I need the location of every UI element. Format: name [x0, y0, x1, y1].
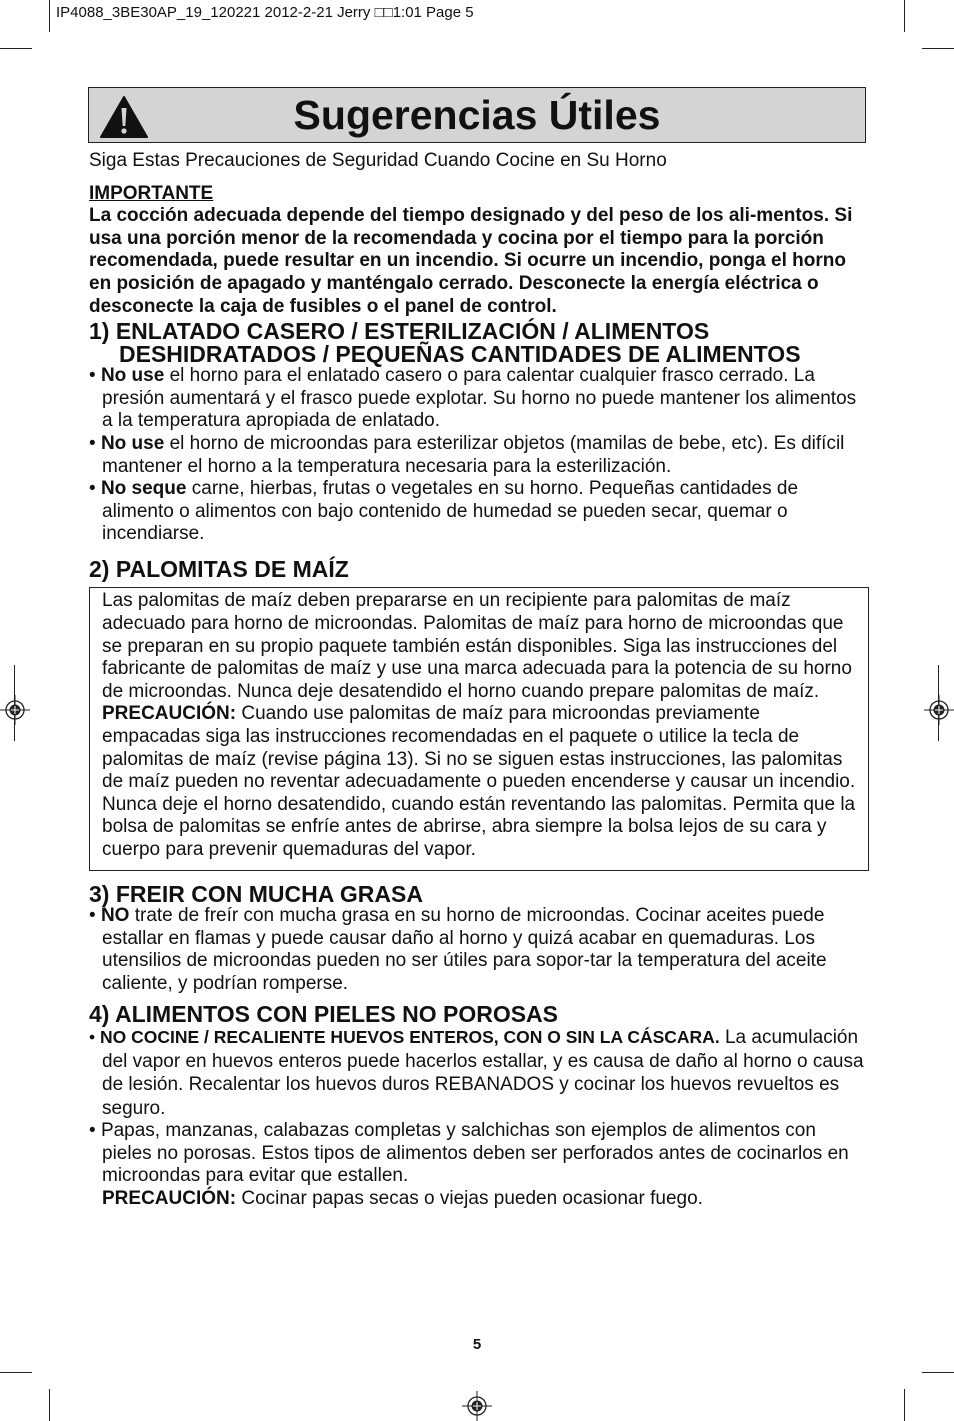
crop-mark-tr-v: [904, 0, 905, 32]
section-4-heading: 4) ALIMENTOS CON PIELES NO POROSAS: [89, 1001, 559, 1028]
list-item: • No use el horno de microondas para esterilizar objetos (mamilas de bebe, etc). Es difícil mantener el horno a la temperatura necesaria para la esterilización.: [89, 432, 845, 477]
section-1-list: [89, 365, 869, 546]
crop-mark-br-v: [904, 1389, 905, 1421]
section-3-heading: 3) FREIR CON MUCHA GRASA: [89, 880, 423, 907]
important-label: IMPORTANTE: [89, 182, 214, 204]
popcorn-paragraph-1: Las palomitas de maíz deben prepararse en un recipiente para palomitas de maíz adecuado para horno de microondas. Palomitas de maíz para horno de microondas que se preparan en su propio paquete también están disponibles. Siga las instrucciones del fabricante de palomitas de maíz y use una marca adecuada para la potencia de su horno de microondas. Nunca deje desatendido el horno cuando prepare palomitas de maíz.: [102, 590, 852, 702]
page-number: 5: [472, 1336, 482, 1353]
list-item: • Papas, manzanas, calabazas completas y salchichas son ejemplos de alimentos con pieles no porosas. Estos tipos de alimentos deben ser perforados antes de cocinarlos en microondas para evitar que estallen. PRECAUCIÓN: Cocinar papas secas o viejas pueden ocasionar fuego.: [89, 1120, 849, 1210]
subtitle: Siga Estas Precauciones de Seguridad Cuando Cocine en Su Horno: [89, 150, 667, 171]
section-2-heading: 2) PALOMITAS DE MAÍZ: [89, 555, 349, 582]
bullet-text: el horno para el enlatado casero o para calentar cualquier frasco cerrado. La presión aumentará y el frasco puede explotar. Su horno no puede mantener los alimentos a la temperatura apropiada de enlatado.: [102, 365, 857, 432]
caution-text: Cuando use palomitas de maíz para microondas previamente empacadas siga las instrucciones recomendadas en el paquete o utilice la tecla de palomitas de maíz (revise página 13). Si no se siguen estas instrucciones, las palomitas de maíz pueden no reventar adecuadamente o pueden encenderse y causar un incendio.: [102, 703, 856, 793]
popcorn-notice-box: [89, 587, 869, 870]
bullet-text: Papas, manzanas, calabazas completas y salchichas son ejemplos de alimentos con pieles no porosas. Estos tipos de alimentos deben ser perforados antes de cocinarlos en microondas para evitar que estallen.: [100, 1120, 849, 1187]
bullet-text: trate de freír con mucha grasa en su horno de microondas. Cocinar aceites puede estallar en flamas y puede causar daño al horno y quizá acabar en quemaduras. Los utensilios de microondas pueden no ser útiles para sopor-tar la temperatura del aceite caliente, y podrían romperse.: [102, 905, 827, 994]
crop-mark-bl-h: [0, 1372, 32, 1373]
page-content: [89, 150, 869, 1211]
list-item: • NO trate de freír con mucha grasa en su horno de microondas. Cocinar aceites puede estallar en flamas y puede causar daño al horno y quizá acabar en quemaduras. Los utensilios de microondas pueden no ser útiles para sopor-tar la temperatura del aceite caliente, y podrían romperse.: [89, 905, 827, 994]
registration-mark-left-icon: [0, 695, 30, 725]
caution-text: Cocinar papas secas o viejas pueden ocasionar fuego.: [236, 1188, 703, 1210]
registration-mark-right-icon: [924, 695, 954, 725]
bullet-bold: NO COCINE / RECALIENTE HUEVOS ENTEROS, CON O SIN LA CÁSCARA.: [100, 1026, 720, 1047]
crop-mark-br-h: [922, 1372, 954, 1373]
caution-label: PRECAUCIÓN:: [102, 1188, 237, 1210]
important-text: La cocción adecuada depende del tiempo designado y del peso de los ali-mentos. Si usa una porción menor de la recomendada y cocina por el tiempo para la porción recomendada, puede resultar en un incendio. Si ocurre un incendio, ponga el horno en posición de apagado y manténgalo cerrado. Desconecte la energía eléctrica o desconecte la caja de fusibles o el panel de control.: [89, 205, 853, 317]
bullet-text: carne, hierbas, frutas o vegetales en su horno. Pequeñas cantidades de alimento o alimentos con bajo contenido de humedad se pueden secar, quemar o incendiarse.: [102, 478, 799, 545]
bullet-bold: No use: [100, 365, 165, 387]
crop-mark-tr-h: [922, 48, 954, 49]
registration-mark-bottom-icon: [462, 1391, 492, 1421]
section-3-list: [89, 905, 869, 995]
bullet-text: el horno de microondas para esterilizar objetos (mamilas de bebe, etc). Es difícil mantener el horno a la temperatura necesaria para la esterilización.: [102, 432, 845, 477]
crop-mark-tl-h: [0, 48, 32, 49]
list-item: • No seque carne, hierbas, frutas o vegetales en su horno. Pequeñas cantidades de alimento o alimentos con bajo contenido de humedad se pueden secar, quemar o incendiarse.: [89, 478, 799, 545]
printer-slug: IP4088_3BE30AP_19_120221 2012-2-21 Jerry □□1:01 Page 5: [56, 4, 474, 21]
caution-label: PRECAUCIÓN:: [102, 703, 237, 725]
bullet-bold: No seque: [100, 478, 187, 500]
page-title: Sugerencias Útiles: [293, 92, 661, 138]
bullet-bold: No use: [100, 432, 165, 454]
crop-mark-tl-v: [49, 0, 50, 32]
bullet-bold: NO: [100, 905, 130, 927]
bullet-text: La acumulación del vapor en huevos enteros puede hacerlos estallar, y es causa de daño al horno o causa de lesión. Recalentar los huevos duros REBANADOS y cocinar los huevos revueltos es seguro.: [102, 1026, 864, 1119]
section-1-heading: 1) ENLATADO CASERO / ESTERILIZACIÓN / ALIMENTOS DESHIDRATADOS / PEQUEÑAS CANTIDADES DE ALIMENTOS: [89, 318, 801, 367]
popcorn-caution: [102, 703, 858, 793]
list-item: • No use el horno para el enlatado casero o para calentar cualquier frasco cerrado. La presión aumentará y el frasco puede explotar. Su horno no puede mantener los alimentos a la temperatura apropiada de enlatado.: [89, 365, 857, 432]
popcorn-paragraph-3: Nunca deje el horno desatendido, cuando están reventando las palomitas. Permita que la bolsa de palomitas se enfríe antes de abrirse, abra siempre la bolsa lejos de su cara y cuerpo para prevenir quemaduras del vapor.: [102, 793, 856, 860]
section-4-list: [89, 1026, 869, 1211]
title-banner: [88, 87, 866, 143]
list-item: • NO COCINE / RECALIENTE HUEVOS ENTEROS, CON O SIN LA CÁSCARA. La acumulación del vapor en huevos enteros puede hacerlos estallar, y es causa de daño al horno o causa de lesión. Recalentar los huevos duros REBANADOS y cocinar los huevos revueltos es seguro.: [89, 1026, 864, 1119]
crop-mark-bl-v: [49, 1389, 50, 1421]
